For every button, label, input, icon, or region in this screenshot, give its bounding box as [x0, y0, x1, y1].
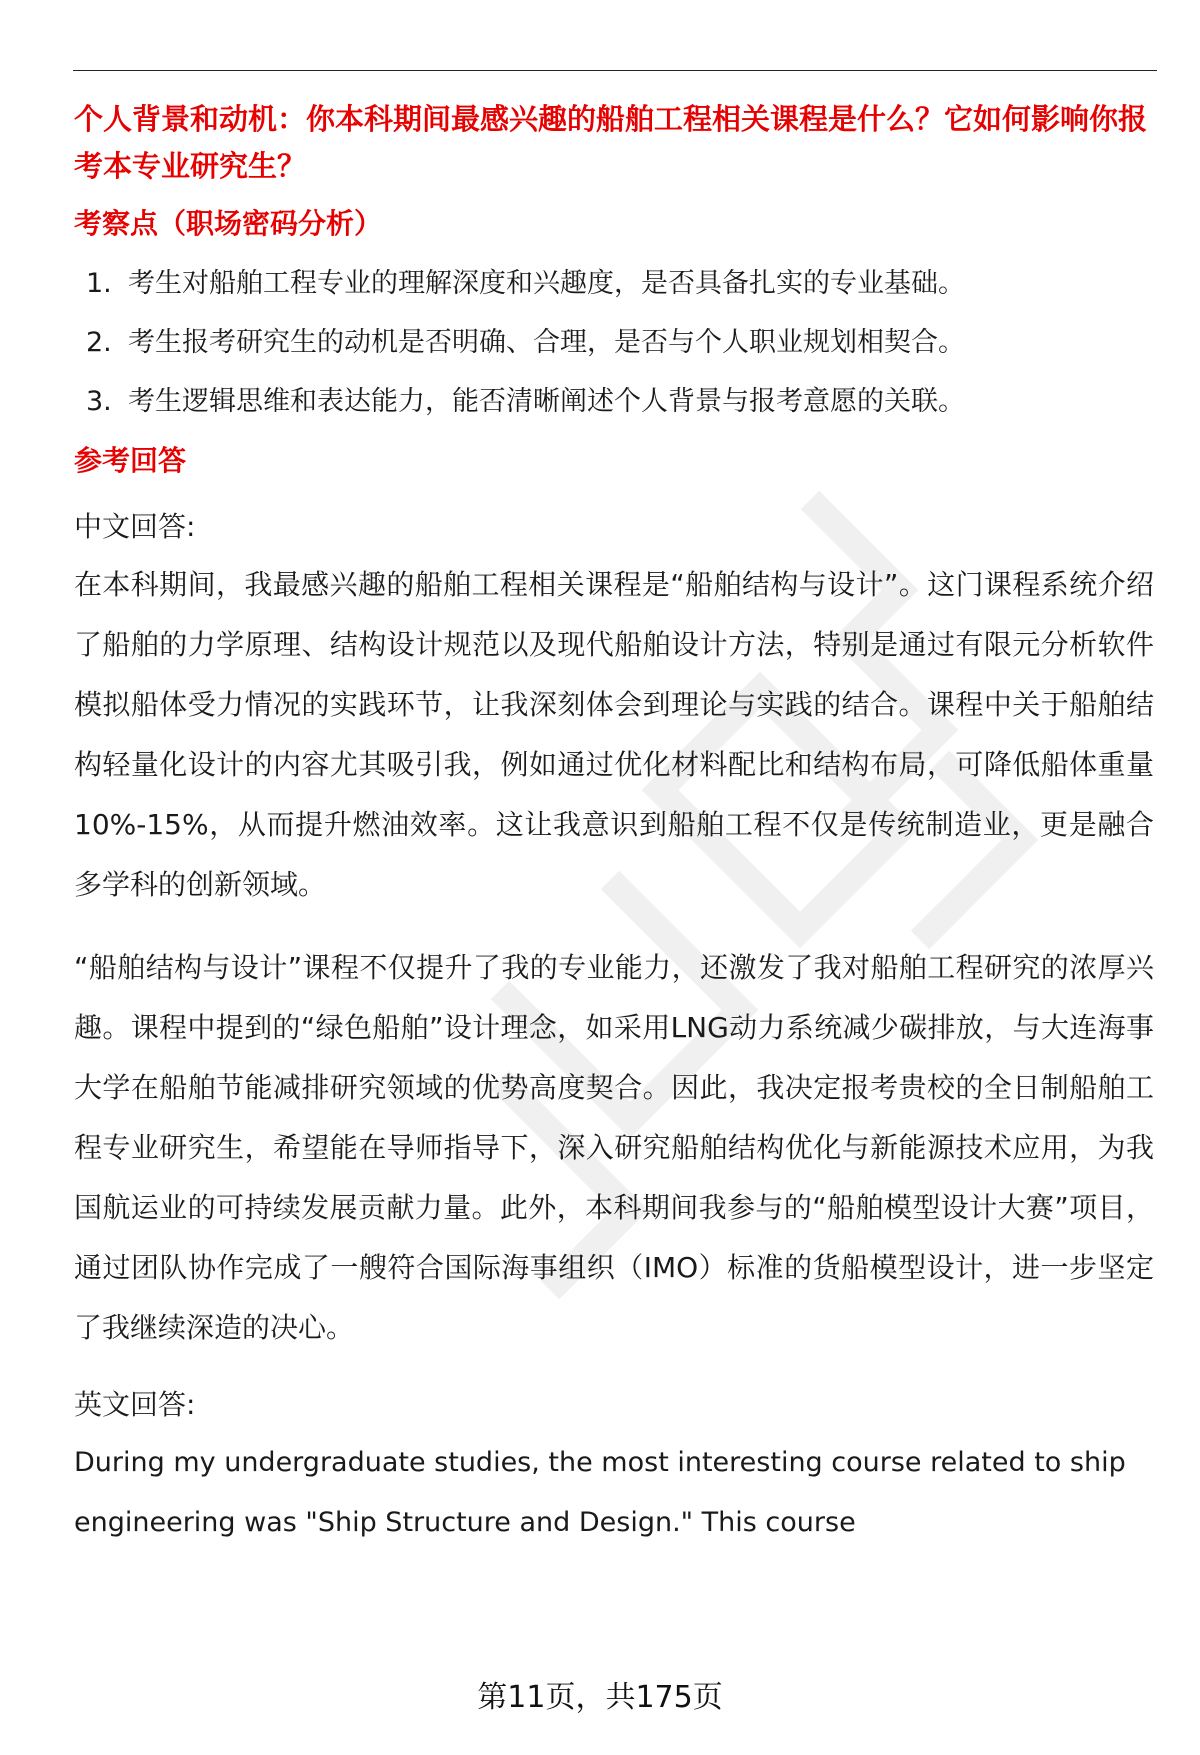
- chinese-paragraph-2: “船舶结构与设计”课程不仅提升了我的专业能力，还激发了我对船舶工程研究的浓厚兴趣。课程中提到的“绿色船舶”设计理念，如采用LNG动力系统减少碳排放，与大连海事大学在船舶节能减排研究领域的优势高度契合。因此，我决定报考贵校的全日制船舶工程专业研究生，希望能在导师指导下，深入研究船舶结构优化与新能源技术应用，为我国航运业的可持续发展贡献力量。此外，本科期间我参与的“船舶模型设计大赛”项目，通过团队协作完成了一艘符合国际海事组织（IMO）标准的货船模型设计，进一步坚定了我继续深造的决心。: [74, 951, 1154, 1344]
- header-divider: [73, 70, 1157, 71]
- page-content: [74, 96, 1154, 1553]
- reference-answer-heading: 参考回答: [74, 444, 187, 477]
- chinese-answer-label: 中文回答:: [74, 510, 196, 543]
- exam-points-heading: 考察点（职场密码分析）: [74, 207, 383, 240]
- english-answer-label: 英文回答:: [74, 1388, 196, 1421]
- exam-point-item: 2. 考生报考研究生的动机是否明确、合理，是否与个人职业规划相契合。: [86, 327, 965, 358]
- page-number-footer: 第11页，共175页: [477, 1680, 723, 1715]
- exam-point-item: 3. 考生逻辑思维和表达能力，能否清晰阐述个人背景与报考意愿的关联。: [86, 386, 965, 417]
- exam-point-item: 1. 考生对船舶工程专业的理解深度和兴趣度，是否具备扎实的专业基础。: [86, 268, 965, 299]
- chinese-paragraph-1: 在本科期间，我最感兴趣的船舶工程相关课程是“船舶结构与设计”。这门课程系统介绍了船舶的力学原理、结构设计规范以及现代船舶设计方法，特别是通过有限元分析软件模拟船体受力情况的实践环节，让我深刻体会到理论与实践的结合。课程中关于船舶结构轻量化设计的内容尤其吸引我，例如通过优化材料配比和结构布局，可降低船体重量10%-15%，从而提升燃油效率。这让我意识到船舶工程不仅是传统制造业，更是融合多学科的创新领域。: [74, 568, 1154, 901]
- exam-points-list: [74, 264, 1154, 422]
- interview-question: 个人背景和动机：你本科期间最感兴趣的船舶工程相关课程是什么？它如何影响你报考本专业研究生？: [74, 102, 1148, 183]
- english-paragraph: During my undergraduate studies, the most interesting course related to ship engineering was "Ship Structure and Design." This course: [74, 1447, 1126, 1538]
